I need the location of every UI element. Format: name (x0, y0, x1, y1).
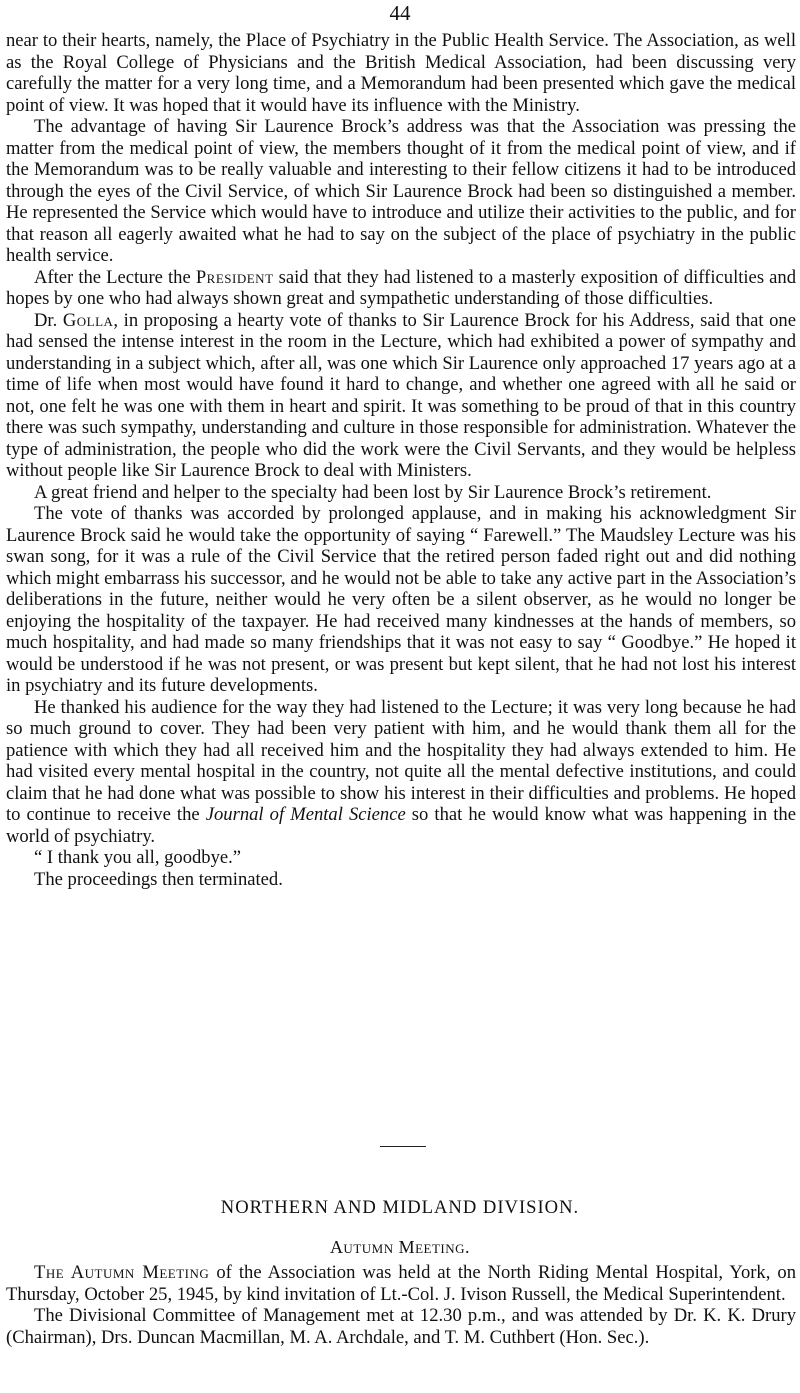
paragraph: The Divisional Committee of Management met at 12.30 p.m., and was attended by Dr. K. K. Drury (Chairman), Drs. Duncan Macmillan, M. A. Archdale, and T. M. Cuthbert (Hon. Sec.). (6, 1305, 796, 1348)
paragraph: near to their hearts, namely, the Place of Psychiatry in the Public Health Service. The Association, as well as the Royal College of Physicians and the British Medical Association, had been discussing very carefully the matter for a very long time, and a Memorandum had been presented which gave the medical point of view. It was hoped that it would have its influence with the Ministry. (6, 30, 796, 116)
page-number: 44 (389, 1, 411, 25)
paragraph: “ I thank you all, goodbye.” (34, 847, 242, 868)
paragraph (6, 1262, 796, 1305)
lead-caps: The Autumn Meeting (34, 1262, 210, 1283)
paragraph: The vote of thanks was accorded by prolonged applause, and in making his acknowledgment Sir Laurence Brock said he would take the opportunity of saying “ Farewell.” The Maudsley Lecture was his swan song, for it was a rule of the Civil Service that the retired person faded right out and did nothing which might embarrass his successor, and he would not be able to take any active part in the Association’s deliberations in the future, neither would he very often be a silent observer, as he would no longer be enjoying the hospitality of the taxpayer. He had received many kindnesses at the hands of members, so much hospitality, and had made so many friendships that it was not easy to say “ Goodbye.” He hoped it would be understood if he was not present, or was present but kept silent, that he had not lost his interest in psychiatry and its future developments. (6, 503, 796, 696)
paragraph: The proceedings then terminated. (34, 868, 283, 890)
paragraph-text: so that he would know what was happening in the world of psychiatry. (6, 804, 796, 847)
paragraph: A great friend and helper to the specialty had been lost by Sir Laurence Brock’s retirement. (34, 481, 712, 503)
meeting-text (6, 1262, 796, 1348)
paragraph: The advantage of having Sir Laurence Brock’s address was that the Association was pressing the matter from the medical point of view, the members thought of it from the medical point of view, and if the Memorandum was to be really valuable and interesting to their fellow citizens it had to be introduced through the eyes of the Civil Service, of which Sir Laurence Brock had been so distinguished a member. He represented the Service which would have to introduce and utilize their activities to the public, and for that reason all eagerly awaited what he had to say on the subject of the place of psychiatry in the public health service. (6, 116, 796, 266)
paragraph-text: of the Association was held at the North Riding Mental Hospital, York, on Thursday, October 25, 1945, by kind invitation of Lt.-Col. J. Ivison Russell, the Medical Superintendent. (6, 1262, 797, 1305)
proceedings-text (6, 30, 796, 890)
paragraph-text: He thanked his audience for the way they had listened to the Lecture; it was very long because he had so much ground to cover. They had been very patient with him, and he would thank them all for the patience with which they had all received him and the hospitality they had always extended to him. He had visited every mental hospital in the country, not quite all the mental defective institutions, and could claim that he had done what was possible to show his interest in their difficulties and problems. He hoped to continue to receive the (6, 696, 796, 825)
division-heading: NORTHERN AND MIDLAND DIVISION. (220, 1197, 580, 1218)
paragraph-text: said that they had listened to a masterly exposition of difficulties and hopes by one who had always shown great and sympathetic understanding of those difficulties. (6, 266, 796, 309)
paragraph-text: After the Lecture the (34, 266, 196, 288)
speaker-name: Golla (62, 309, 114, 331)
paragraph-text: Dr. (34, 309, 63, 331)
journal-title: Journal of Mental Science (205, 804, 406, 825)
paragraph (6, 267, 796, 310)
section-divider (380, 1146, 426, 1147)
speaker-name: President (195, 266, 274, 288)
paragraph (6, 310, 796, 482)
paragraph-text: , in proposing a hearty vote of thanks to Sir Laurence Brock for his Address, said that one had sensed the intense interest in the room in the Lecture, which had exhibited a power of sympathy and understanding in a subject which, after all, was one which Sir Laurence only approached 17 years ago at a time of life when most would have found it hard to change, and whether one agreed with all he said or not, one felt he was one with them in heart and spirit. It was something to be proud of that in this country there was such sympathy, understanding and culture in those responsible for administration. Whatever the type of administration, the people who did the work were the Civil Servants, and they would be helpless without people like Sir Laurence Brock to deal with Ministers. (6, 309, 796, 481)
paragraph (6, 697, 796, 848)
meeting-subheading: Autumn Meeting. (329, 1237, 471, 1257)
